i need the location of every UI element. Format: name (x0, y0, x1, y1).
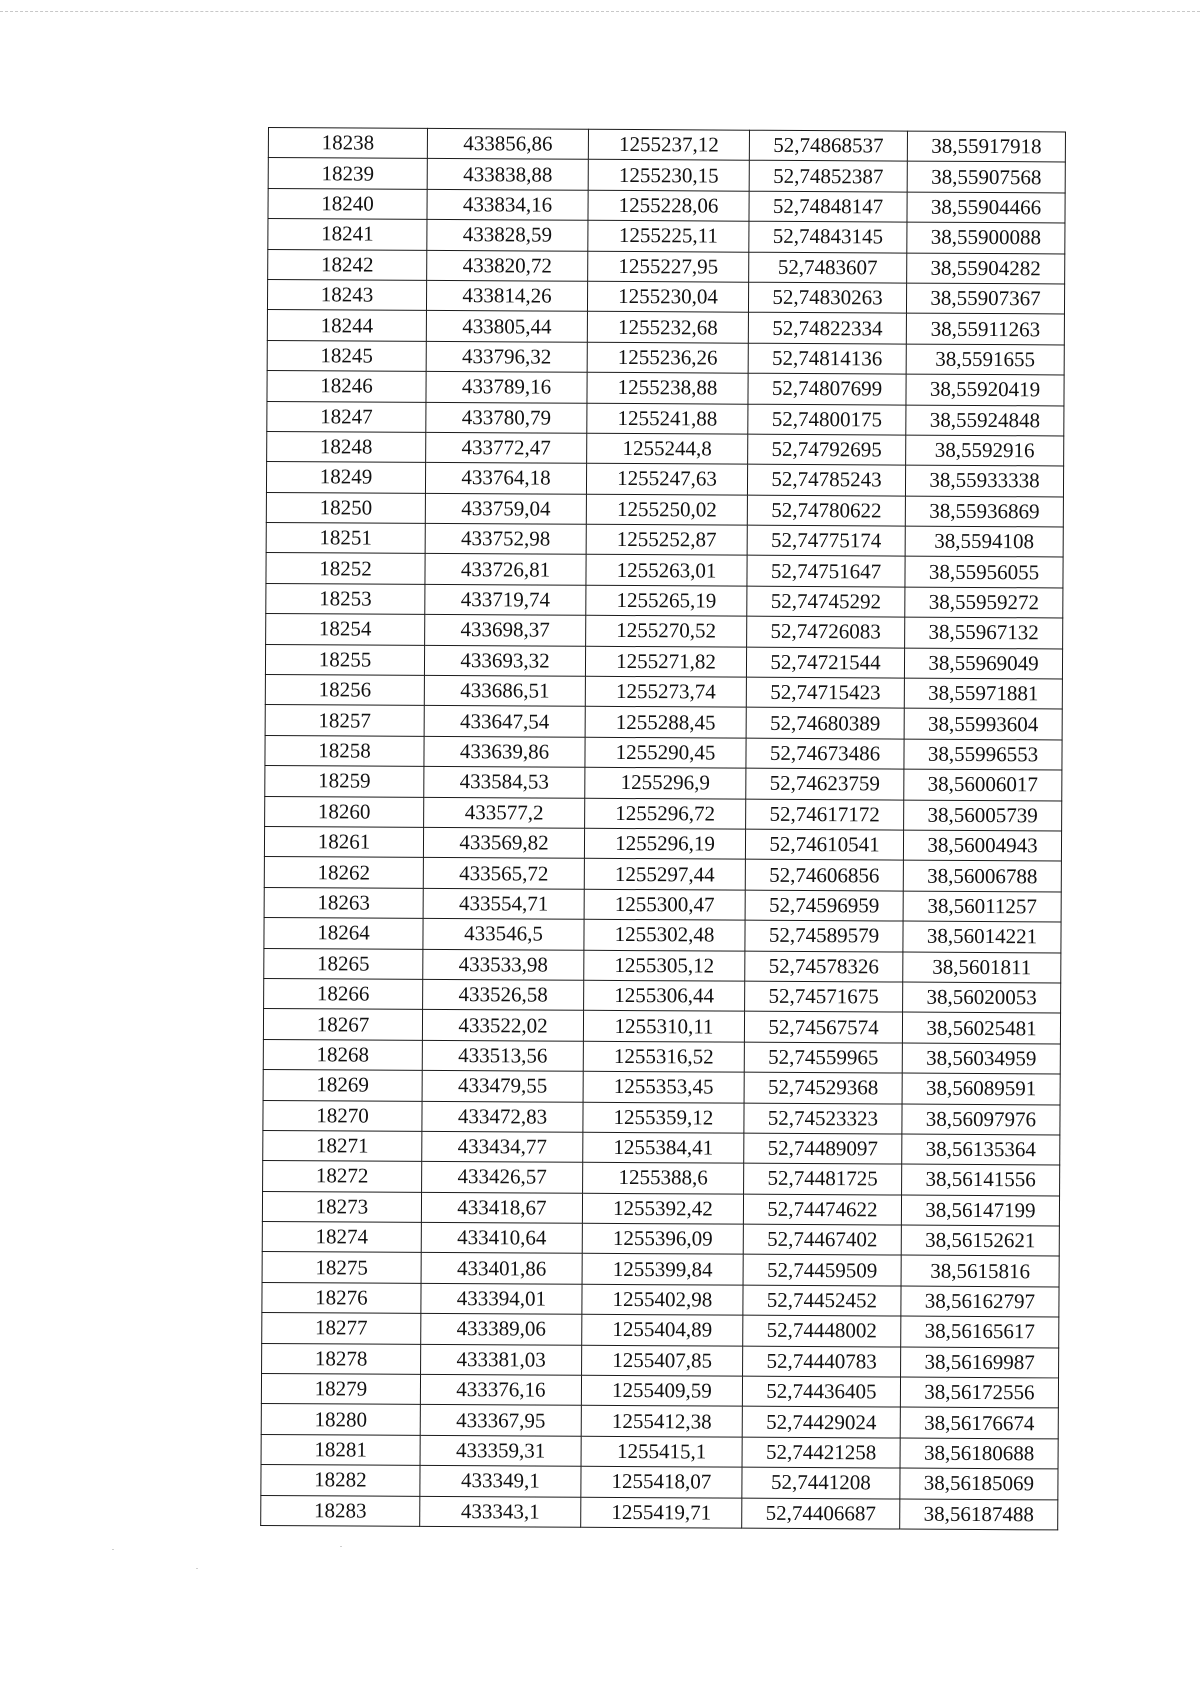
longitude-cell: 38,55933338 (905, 465, 1063, 496)
x-coordinate-cell: 433639,86 (424, 736, 585, 767)
longitude-cell: 38,56172556 (900, 1377, 1058, 1408)
x-coordinate-cell: 433820,72 (427, 250, 588, 281)
x-coordinate-cell: 433584,53 (424, 767, 585, 798)
latitude-cell: 52,74751647 (747, 556, 905, 587)
x-coordinate-cell: 433759,04 (425, 493, 586, 524)
latitude-cell: 52,74610541 (745, 829, 903, 860)
point-number-cell: 18278 (262, 1343, 421, 1374)
x-coordinate-cell: 433343,1 (420, 1496, 581, 1527)
longitude-cell: 38,55907367 (906, 283, 1064, 314)
latitude-cell: 52,74814136 (748, 343, 906, 374)
table-row (262, 1191, 1059, 1226)
table-row (263, 1100, 1060, 1135)
x-coordinate-cell: 433418,67 (421, 1192, 582, 1223)
latitude-cell: 52,74523323 (744, 1103, 902, 1134)
point-number-cell: 18274 (262, 1222, 421, 1253)
y-coordinate-cell: 1255359,12 (583, 1102, 744, 1133)
x-coordinate-cell: 433359,31 (420, 1435, 581, 1466)
y-coordinate-cell: 1255402,98 (582, 1284, 743, 1315)
y-coordinate-cell: 1255296,9 (585, 767, 746, 798)
x-coordinate-cell: 433426,57 (422, 1162, 583, 1193)
latitude-cell: 52,74830263 (748, 282, 906, 313)
table-row (266, 492, 1063, 527)
point-number-cell: 18270 (263, 1100, 422, 1131)
scan-speck (196, 1568, 198, 1569)
point-number-cell: 18283 (261, 1495, 420, 1526)
table-row (262, 1222, 1059, 1257)
x-coordinate-cell: 433719,74 (425, 584, 586, 615)
latitude-cell: 52,74440783 (743, 1346, 901, 1377)
table-row (268, 158, 1065, 193)
y-coordinate-cell: 1255244,8 (587, 433, 748, 464)
x-coordinate-cell: 433814,26 (426, 280, 587, 311)
latitude-cell: 52,74673486 (746, 738, 904, 769)
scan-top-edge (0, 11, 1200, 12)
point-number-cell: 18282 (261, 1465, 420, 1496)
table-row (268, 249, 1065, 284)
y-coordinate-cell: 1255270,52 (586, 616, 747, 647)
longitude-cell: 38,56187488 (900, 1499, 1058, 1530)
y-coordinate-cell: 1255225,11 (588, 220, 749, 251)
point-number-cell: 18277 (262, 1313, 421, 1344)
longitude-cell: 38,55956055 (905, 557, 1063, 588)
x-coordinate-cell: 433693,32 (424, 645, 585, 676)
table-row (263, 1039, 1060, 1074)
table-row (266, 553, 1063, 588)
latitude-cell: 52,74589579 (745, 920, 903, 951)
y-coordinate-cell: 1255265,19 (586, 585, 747, 616)
point-number-cell: 18275 (262, 1252, 421, 1283)
y-coordinate-cell: 1255263,01 (586, 555, 747, 586)
longitude-cell: 38,55917918 (907, 131, 1065, 162)
table-row (266, 523, 1063, 558)
table-row (261, 1434, 1058, 1469)
longitude-cell: 38,55936869 (905, 496, 1063, 527)
longitude-cell: 38,55959272 (905, 587, 1063, 618)
latitude-cell: 52,74436405 (742, 1376, 900, 1407)
longitude-cell: 38,56162797 (901, 1286, 1059, 1317)
longitude-cell: 38,56025481 (902, 1012, 1060, 1043)
latitude-cell: 52,7483607 (749, 252, 907, 283)
y-coordinate-cell: 1255412,38 (581, 1406, 742, 1437)
point-number-cell: 18252 (266, 553, 425, 584)
latitude-cell: 52,74567574 (744, 1012, 902, 1043)
latitude-cell: 52,74822334 (748, 313, 906, 344)
table-row (263, 1161, 1060, 1196)
y-coordinate-cell: 1255384,41 (583, 1132, 744, 1163)
x-coordinate-cell: 433349,1 (420, 1466, 581, 1497)
longitude-cell: 38,56097976 (902, 1104, 1060, 1135)
table-row (263, 1070, 1060, 1105)
x-coordinate-cell: 433522,02 (422, 1010, 583, 1041)
point-number-cell: 18263 (264, 887, 423, 918)
latitude-cell: 52,74792695 (748, 434, 906, 465)
table-row (267, 431, 1064, 466)
point-number-cell: 18257 (265, 705, 424, 736)
table-row (264, 857, 1061, 892)
x-coordinate-cell: 433834,16 (427, 189, 588, 220)
longitude-cell: 38,5591655 (906, 344, 1064, 375)
table-row (261, 1373, 1058, 1408)
table-row (265, 705, 1062, 740)
y-coordinate-cell: 1255305,12 (584, 950, 745, 981)
table-row (268, 128, 1065, 163)
table-row (263, 1009, 1060, 1044)
longitude-cell: 38,56165617 (901, 1316, 1059, 1347)
x-coordinate-cell: 433764,18 (425, 463, 586, 494)
latitude-cell: 52,74489097 (744, 1133, 902, 1164)
y-coordinate-cell: 1255236,26 (587, 342, 748, 373)
latitude-cell: 52,7441208 (742, 1467, 900, 1498)
longitude-cell: 38,56169987 (901, 1347, 1059, 1378)
y-coordinate-cell: 1255271,82 (585, 646, 746, 677)
longitude-cell: 38,55907568 (907, 161, 1065, 192)
point-number-cell: 18247 (267, 401, 426, 432)
latitude-cell: 52,74467402 (743, 1224, 901, 1255)
table-row (267, 340, 1064, 375)
y-coordinate-cell: 1255288,45 (585, 707, 746, 738)
x-coordinate-cell: 433577,2 (424, 797, 585, 828)
table-row (268, 219, 1065, 254)
longitude-cell: 38,55967132 (905, 617, 1063, 648)
table-row (266, 583, 1063, 618)
latitude-cell: 52,74868537 (749, 130, 907, 161)
y-coordinate-cell: 1255306,44 (584, 980, 745, 1011)
longitude-cell: 38,55971881 (904, 678, 1062, 709)
longitude-cell: 38,5594108 (905, 526, 1063, 557)
x-coordinate-cell: 433533,98 (423, 949, 584, 980)
scan-speck (112, 1549, 114, 1550)
x-coordinate-cell: 433554,71 (423, 888, 584, 919)
longitude-cell: 38,56141556 (902, 1164, 1060, 1195)
x-coordinate-cell: 433569,82 (423, 827, 584, 858)
table-row (261, 1404, 1058, 1439)
x-coordinate-cell: 433394,01 (421, 1283, 582, 1314)
point-number-cell: 18244 (267, 310, 426, 341)
longitude-cell: 38,55969049 (904, 648, 1062, 679)
latitude-cell: 52,74448002 (743, 1315, 901, 1346)
latitude-cell: 52,74780622 (747, 495, 905, 526)
point-number-cell: 18238 (268, 128, 427, 159)
x-coordinate-cell: 433367,95 (420, 1405, 581, 1436)
table-row (264, 918, 1061, 953)
point-number-cell: 18239 (268, 158, 427, 189)
document-page (260, 127, 1066, 1530)
latitude-cell: 52,74459509 (743, 1255, 901, 1286)
y-coordinate-cell: 1255392,42 (582, 1193, 743, 1224)
x-coordinate-cell: 433726,81 (425, 554, 586, 585)
table-row (262, 1313, 1059, 1348)
y-coordinate-cell: 1255302,48 (584, 919, 745, 950)
x-coordinate-cell: 433401,86 (421, 1253, 582, 1284)
table-row (265, 796, 1062, 831)
point-number-cell: 18266 (264, 978, 423, 1009)
longitude-cell: 38,55900088 (907, 222, 1065, 253)
x-coordinate-cell: 433698,37 (425, 615, 586, 646)
latitude-cell: 52,74406687 (742, 1498, 900, 1529)
y-coordinate-cell: 1255296,19 (584, 828, 745, 859)
table-row (265, 735, 1062, 770)
point-number-cell: 18281 (261, 1434, 420, 1465)
longitude-cell: 38,56185069 (900, 1468, 1058, 1499)
x-coordinate-cell: 433389,06 (421, 1314, 582, 1345)
latitude-cell: 52,74775174 (747, 525, 905, 556)
y-coordinate-cell: 1255418,07 (581, 1466, 742, 1497)
point-number-cell: 18242 (268, 249, 427, 280)
x-coordinate-cell: 433856,86 (427, 128, 588, 159)
y-coordinate-cell: 1255353,45 (583, 1071, 744, 1102)
x-coordinate-cell: 433526,58 (423, 979, 584, 1010)
table-row (266, 462, 1063, 497)
longitude-cell: 38,55904282 (907, 253, 1065, 284)
latitude-cell: 52,74421258 (742, 1437, 900, 1468)
longitude-cell: 38,56147199 (901, 1195, 1059, 1226)
y-coordinate-cell: 1255396,09 (582, 1223, 743, 1254)
latitude-cell: 52,74843145 (749, 221, 907, 252)
x-coordinate-cell: 433410,64 (421, 1222, 582, 1253)
longitude-cell: 38,56011257 (903, 891, 1061, 922)
table-row (261, 1495, 1058, 1530)
latitude-cell: 52,74452452 (743, 1285, 901, 1316)
latitude-cell: 52,74429024 (742, 1407, 900, 1438)
longitude-cell: 38,55911263 (906, 313, 1064, 344)
longitude-cell: 38,56005739 (904, 800, 1062, 831)
x-coordinate-cell: 433828,59 (427, 220, 588, 251)
table-row (267, 401, 1064, 436)
latitude-cell: 52,74623759 (746, 768, 904, 799)
coordinates-table (260, 127, 1066, 1530)
x-coordinate-cell: 433434,77 (422, 1131, 583, 1162)
point-number-cell: 18251 (266, 523, 425, 554)
table-row (262, 1343, 1059, 1378)
latitude-cell: 52,74559965 (744, 1042, 902, 1073)
longitude-cell: 38,55904466 (907, 192, 1065, 223)
y-coordinate-cell: 1255230,04 (587, 281, 748, 312)
latitude-cell: 52,74726083 (747, 616, 905, 647)
table-row (267, 310, 1064, 345)
latitude-cell: 52,74680389 (746, 708, 904, 739)
y-coordinate-cell: 1255415,1 (581, 1436, 742, 1467)
point-number-cell: 18246 (267, 371, 426, 402)
x-coordinate-cell: 433805,44 (426, 311, 587, 342)
x-coordinate-cell: 433686,51 (424, 675, 585, 706)
latitude-cell: 52,74606856 (745, 860, 903, 891)
point-number-cell: 18268 (263, 1039, 422, 1070)
x-coordinate-cell: 433381,03 (421, 1344, 582, 1375)
longitude-cell: 38,55924848 (906, 405, 1064, 436)
x-coordinate-cell: 433546,5 (423, 919, 584, 950)
x-coordinate-cell: 433838,88 (427, 159, 588, 190)
latitude-cell: 52,74721544 (746, 647, 904, 678)
table-row (267, 279, 1064, 314)
latitude-cell: 52,74745292 (747, 586, 905, 617)
point-number-cell: 18250 (266, 492, 425, 523)
y-coordinate-cell: 1255407,85 (582, 1345, 743, 1376)
table-row (264, 948, 1061, 983)
point-number-cell: 18253 (266, 583, 425, 614)
table-row (264, 887, 1061, 922)
table-row (264, 978, 1061, 1013)
longitude-cell: 38,56176674 (900, 1407, 1058, 1438)
y-coordinate-cell: 1255419,71 (581, 1497, 742, 1528)
table-row (266, 614, 1063, 649)
y-coordinate-cell: 1255230,15 (588, 160, 749, 191)
y-coordinate-cell: 1255388,6 (583, 1163, 744, 1194)
latitude-cell: 52,74596959 (745, 890, 903, 921)
y-coordinate-cell: 1255250,02 (586, 494, 747, 525)
point-number-cell: 18267 (263, 1009, 422, 1040)
point-number-cell: 18279 (261, 1373, 420, 1404)
longitude-cell: 38,56152621 (901, 1225, 1059, 1256)
table-row (267, 371, 1064, 406)
latitude-cell: 52,74529368 (744, 1072, 902, 1103)
table-row (265, 675, 1062, 710)
y-coordinate-cell: 1255404,89 (582, 1315, 743, 1346)
point-number-cell: 18276 (262, 1282, 421, 1313)
x-coordinate-cell: 433752,98 (425, 523, 586, 554)
longitude-cell: 38,56006017 (904, 769, 1062, 800)
longitude-cell: 38,5615816 (901, 1256, 1059, 1287)
point-number-cell: 18272 (263, 1161, 422, 1192)
longitude-cell: 38,56135364 (902, 1134, 1060, 1165)
latitude-cell: 52,74852387 (749, 161, 907, 192)
y-coordinate-cell: 1255316,52 (583, 1041, 744, 1072)
point-number-cell: 18262 (264, 857, 423, 888)
table-row (263, 1130, 1060, 1165)
scan-speck (340, 1546, 342, 1547)
point-number-cell: 18264 (264, 918, 423, 949)
x-coordinate-cell: 433472,83 (422, 1101, 583, 1132)
point-number-cell: 18259 (265, 766, 424, 797)
point-number-cell: 18258 (265, 735, 424, 766)
point-number-cell: 18241 (268, 219, 427, 250)
y-coordinate-cell: 1255247,63 (586, 464, 747, 495)
table-row (265, 644, 1062, 679)
point-number-cell: 18248 (267, 431, 426, 462)
y-coordinate-cell: 1255310,11 (583, 1011, 744, 1042)
longitude-cell: 38,56004943 (903, 830, 1061, 861)
point-number-cell: 18255 (265, 644, 424, 675)
table-row (264, 826, 1061, 861)
latitude-cell: 52,74785243 (747, 464, 905, 495)
x-coordinate-cell: 433789,16 (426, 372, 587, 403)
latitude-cell: 52,74617172 (746, 799, 904, 830)
point-number-cell: 18280 (261, 1404, 420, 1435)
point-number-cell: 18249 (266, 462, 425, 493)
y-coordinate-cell: 1255273,74 (585, 676, 746, 707)
y-coordinate-cell: 1255228,06 (588, 190, 749, 221)
y-coordinate-cell: 1255300,47 (584, 889, 745, 920)
x-coordinate-cell: 433772,47 (426, 432, 587, 463)
y-coordinate-cell: 1255290,45 (585, 737, 746, 768)
y-coordinate-cell: 1255232,68 (587, 312, 748, 343)
longitude-cell: 38,56034959 (902, 1043, 1060, 1074)
table-row (265, 766, 1062, 801)
y-coordinate-cell: 1255252,87 (586, 524, 747, 555)
longitude-cell: 38,56014221 (903, 921, 1061, 952)
point-number-cell: 18256 (265, 675, 424, 706)
y-coordinate-cell: 1255241,88 (587, 403, 748, 434)
longitude-cell: 38,56006788 (903, 860, 1061, 891)
table-row (261, 1465, 1058, 1500)
x-coordinate-cell: 433796,32 (426, 341, 587, 372)
longitude-cell: 38,55996553 (904, 739, 1062, 770)
y-coordinate-cell: 1255297,44 (584, 859, 745, 890)
point-number-cell: 18273 (262, 1191, 421, 1222)
point-number-cell: 18265 (264, 948, 423, 979)
latitude-cell: 52,74800175 (748, 404, 906, 435)
x-coordinate-cell: 433479,55 (422, 1070, 583, 1101)
y-coordinate-cell: 1255238,88 (587, 372, 748, 403)
table-row (268, 188, 1065, 223)
table-row (262, 1252, 1059, 1287)
point-number-cell: 18269 (263, 1070, 422, 1101)
y-coordinate-cell: 1255237,12 (588, 129, 749, 160)
x-coordinate-cell: 433376,16 (420, 1374, 581, 1405)
coordinates-table-body (261, 128, 1066, 1530)
latitude-cell: 52,74474622 (743, 1194, 901, 1225)
point-number-cell: 18240 (268, 188, 427, 219)
y-coordinate-cell: 1255227,95 (588, 251, 749, 282)
point-number-cell: 18254 (266, 614, 425, 645)
longitude-cell: 38,56020053 (903, 982, 1061, 1013)
latitude-cell: 52,74715423 (746, 677, 904, 708)
table-row (262, 1282, 1059, 1317)
latitude-cell: 52,74807699 (748, 373, 906, 404)
longitude-cell: 38,5592916 (906, 435, 1064, 466)
latitude-cell: 52,74481725 (744, 1163, 902, 1194)
longitude-cell: 38,55920419 (906, 374, 1064, 405)
latitude-cell: 52,74848147 (749, 191, 907, 222)
longitude-cell: 38,55993604 (904, 708, 1062, 739)
y-coordinate-cell: 1255399,84 (582, 1254, 743, 1285)
x-coordinate-cell: 433513,56 (422, 1040, 583, 1071)
longitude-cell: 38,56089591 (902, 1073, 1060, 1104)
longitude-cell: 38,56180688 (900, 1438, 1058, 1469)
longitude-cell: 38,5601811 (903, 952, 1061, 983)
point-number-cell: 18243 (267, 279, 426, 310)
y-coordinate-cell: 1255296,72 (585, 798, 746, 829)
point-number-cell: 18260 (265, 796, 424, 827)
point-number-cell: 18271 (263, 1130, 422, 1161)
point-number-cell: 18245 (267, 340, 426, 371)
x-coordinate-cell: 433565,72 (423, 858, 584, 889)
point-number-cell: 18261 (264, 826, 423, 857)
latitude-cell: 52,74578326 (745, 951, 903, 982)
x-coordinate-cell: 433780,79 (426, 402, 587, 433)
latitude-cell: 52,74571675 (745, 981, 903, 1012)
x-coordinate-cell: 433647,54 (424, 706, 585, 737)
y-coordinate-cell: 1255409,59 (581, 1375, 742, 1406)
